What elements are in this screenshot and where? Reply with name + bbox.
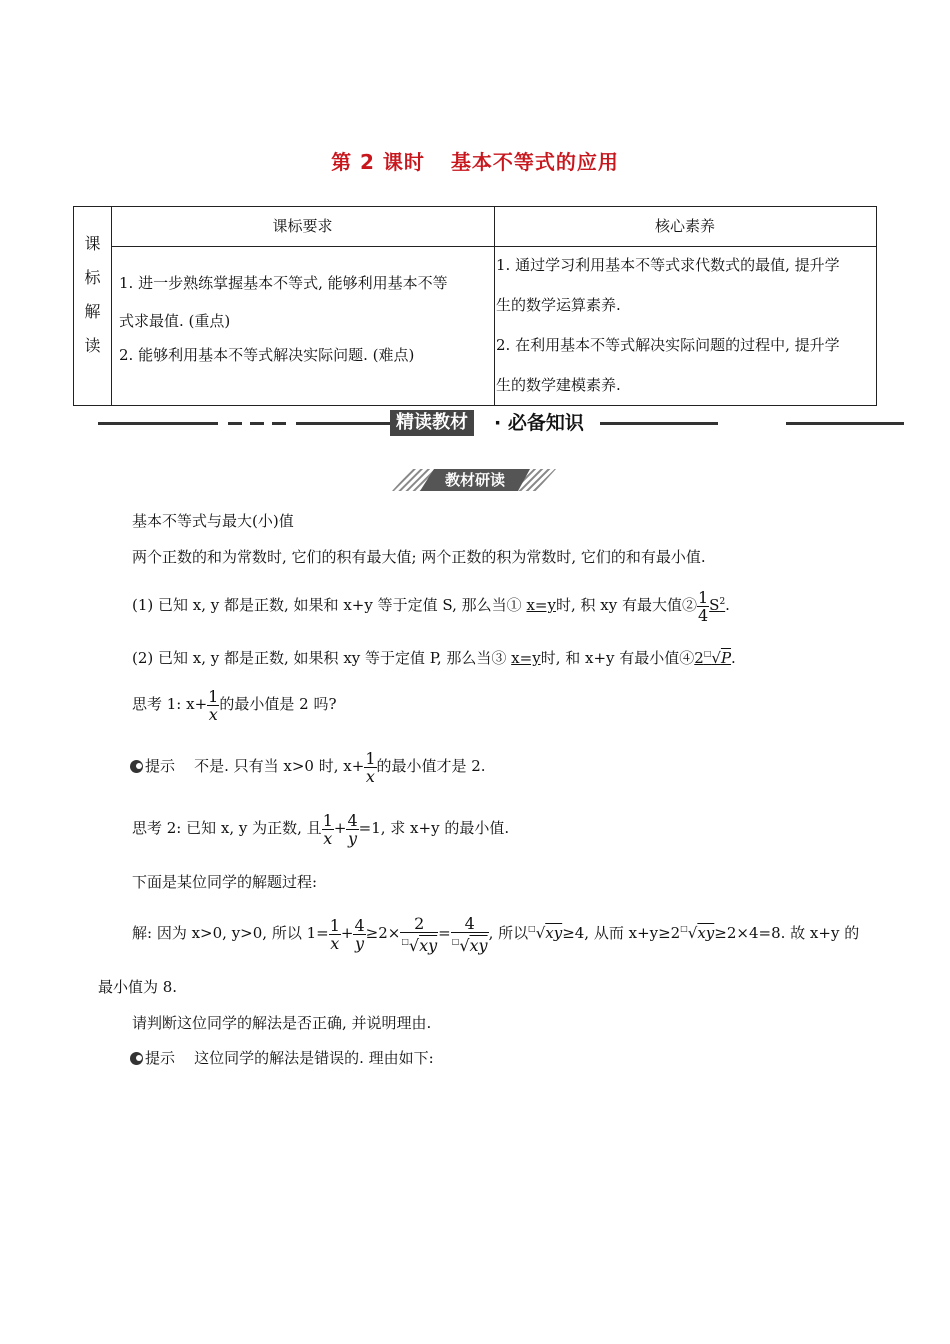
hint-1: [130, 746, 486, 786]
hint-label: 提示: [145, 757, 176, 775]
solution-text: 解: 因为 x>0, y>0, 所以 1=: [132, 924, 329, 942]
denominator-radical: □√xy: [451, 935, 488, 955]
answer-s: S: [709, 596, 720, 614]
section-banner-subtitle: · 必备知识: [494, 410, 588, 436]
item1-text: (1) 已知 x, y 都是正数, 如果和 x+y 等于定值 S, 那么当①: [132, 596, 522, 614]
radical: □√xy: [528, 924, 563, 942]
hint-icon: [130, 1052, 143, 1065]
item2-answer: [694, 649, 731, 667]
numerator: 1: [365, 748, 376, 768]
literacy-line: 2. 在利用基本不等式解决实际问题的过程中, 提升学: [496, 336, 840, 354]
item-2: (2) 已知 x, y 都是正数, 如果积 xy 等于定值 P, 那么当③ x=y时, 和 x+y 有最小值④2□√P.: [132, 649, 736, 667]
requirements-text: [119, 264, 448, 374]
banner-dash: [272, 422, 286, 425]
side-char: 课: [84, 234, 101, 253]
numerator: 1: [322, 810, 333, 830]
numerator: 1: [208, 686, 219, 706]
banner-rule-right: [600, 422, 718, 425]
numerator: 4: [354, 915, 365, 935]
banner-rule-far-right: [786, 422, 904, 425]
denominator: y: [348, 828, 358, 848]
think2-fraction-1: [322, 812, 334, 847]
radicand: P: [720, 649, 732, 667]
literacy-text: [496, 245, 840, 405]
sol-fraction-2: [353, 917, 365, 952]
curriculum-table: [73, 206, 877, 406]
item2-text2: 时, 和 x+y 有最小值④: [540, 649, 695, 667]
hint1-text: 不是. 只有当 x>0 时, x+: [194, 757, 365, 775]
radicand: xy: [419, 935, 438, 955]
plus-sign: +: [333, 819, 347, 837]
numerator: 1: [329, 915, 340, 935]
denominator: x: [323, 828, 333, 848]
denominator: x: [365, 766, 375, 786]
side-char: 解: [84, 302, 101, 321]
equals-sign: =: [438, 924, 451, 942]
denominator: 4: [697, 605, 709, 625]
think1-fraction: [207, 688, 219, 723]
hint1-fraction: [364, 750, 376, 785]
item1-text2: 时, 积 xy 有最大值②: [555, 596, 697, 614]
numerator: 1: [697, 587, 709, 607]
denominator: y: [355, 933, 365, 953]
numerator: 4: [451, 915, 489, 933]
sub-banner-label: 教材研读: [444, 471, 505, 489]
intro-paragraph: 两个正数的和为常数时, 它们的积有最大值; 两个正数的积为常数时, 它们的和有最小值.: [132, 548, 706, 566]
banner-rule-left: [98, 422, 218, 425]
hint1-text2: 的最小值才是 2.: [376, 757, 486, 775]
title-topic: 基本不等式的应用: [450, 150, 619, 174]
header-requirements: 课标要求: [272, 217, 333, 235]
item2-blank: x=y: [511, 649, 541, 667]
ge-times: ≥2×: [365, 924, 401, 942]
radical: □√P: [703, 649, 732, 667]
sol-fraction-3: [400, 915, 438, 954]
table-side-label: [74, 227, 111, 363]
solution-tail: 最小值为 8.: [98, 978, 178, 996]
literacy-line: 生的数学建模素养.: [496, 376, 621, 394]
banner-dash: [228, 422, 242, 425]
requirement-line: 2. 能够利用基本不等式解决实际问题. (难点): [119, 346, 415, 364]
item2-text: (2) 已知 x, y 都是正数, 如果积 xy 等于定值 P, 那么当③: [132, 649, 507, 667]
sub-banner: [392, 469, 556, 491]
solution-text4: ≥2×4=8. 故 x+y 的: [714, 924, 860, 942]
hint-label: 提示: [145, 1049, 176, 1067]
hint-2: [130, 1047, 434, 1069]
think2-text2: =1, 求 x+y 的最小值.: [358, 819, 510, 837]
item1-fraction: [697, 589, 709, 624]
radicand: xy: [697, 924, 715, 942]
process-intro: 下面是某位同学的解题过程:: [132, 873, 318, 891]
solution-text2: , 所以: [488, 924, 529, 942]
page-title: [0, 146, 950, 175]
think1-text: 思考 1: x+: [132, 695, 208, 713]
solution-text3: ≥4, 从而 x+y≥2: [562, 924, 681, 942]
item-1: (1) 已知 x, y 都是正数, 如果和 x+y 等于定值 S, 那么当① x=y时, 积 xy 有最大值② $\frac{1}{4}$ $S^2$.: [132, 587, 730, 625]
plus-sign: +: [340, 924, 354, 942]
denominator: x: [208, 704, 218, 724]
section-heading: 基本不等式与最大(小)值: [132, 512, 294, 530]
answer-coeff: 2: [694, 649, 704, 667]
radicand: xy: [469, 935, 488, 955]
numerator: 4: [347, 810, 358, 830]
numerator: 2: [400, 915, 438, 933]
literacy-line: 1. 通过学习利用基本不等式求代数式的最值, 提升学: [496, 256, 840, 274]
answer-exponent: 2: [719, 597, 726, 607]
think-2: [132, 808, 509, 848]
section-banner-label: 精读教材: [390, 410, 474, 436]
title-lesson: 第 2 课时: [331, 150, 425, 174]
solution-line: [132, 908, 859, 954]
requirement-line: 1. 进一步熟练掌握基本不等式, 能够利用基本不等: [119, 274, 448, 292]
denominator-radical: □√xy: [401, 935, 438, 955]
banner-rule-mid: [296, 422, 392, 425]
think-1: [132, 684, 336, 724]
header-literacy: 核心素养: [654, 217, 715, 235]
item1-blank: x=y: [526, 596, 556, 614]
radicand: xy: [545, 924, 563, 942]
literacy-line: 生的数学运算素养.: [496, 296, 621, 314]
requirement-line: 式求最值. (重点): [119, 312, 231, 330]
think1-text2: 的最小值是 2 吗?: [219, 695, 337, 713]
think2-text: 思考 2: 已知 x, y 为正数, 且: [132, 819, 322, 837]
sol-fraction-1: [329, 917, 341, 952]
hint-icon: [130, 760, 143, 773]
think2-fraction-2: [346, 812, 358, 847]
denominator: x: [330, 933, 340, 953]
banner-dash: [250, 422, 264, 425]
item1-answer: [709, 596, 725, 614]
side-char: 读: [84, 336, 101, 355]
hint2-text: 这位同学的解法是错误的. 理由如下:: [194, 1049, 434, 1067]
side-char: 标: [84, 268, 101, 287]
radical: □√xy: [680, 924, 715, 942]
sol-fraction-4: [451, 915, 489, 954]
judge-question: 请判断这位同学的解法是否正确, 并说明理由.: [132, 1014, 432, 1032]
